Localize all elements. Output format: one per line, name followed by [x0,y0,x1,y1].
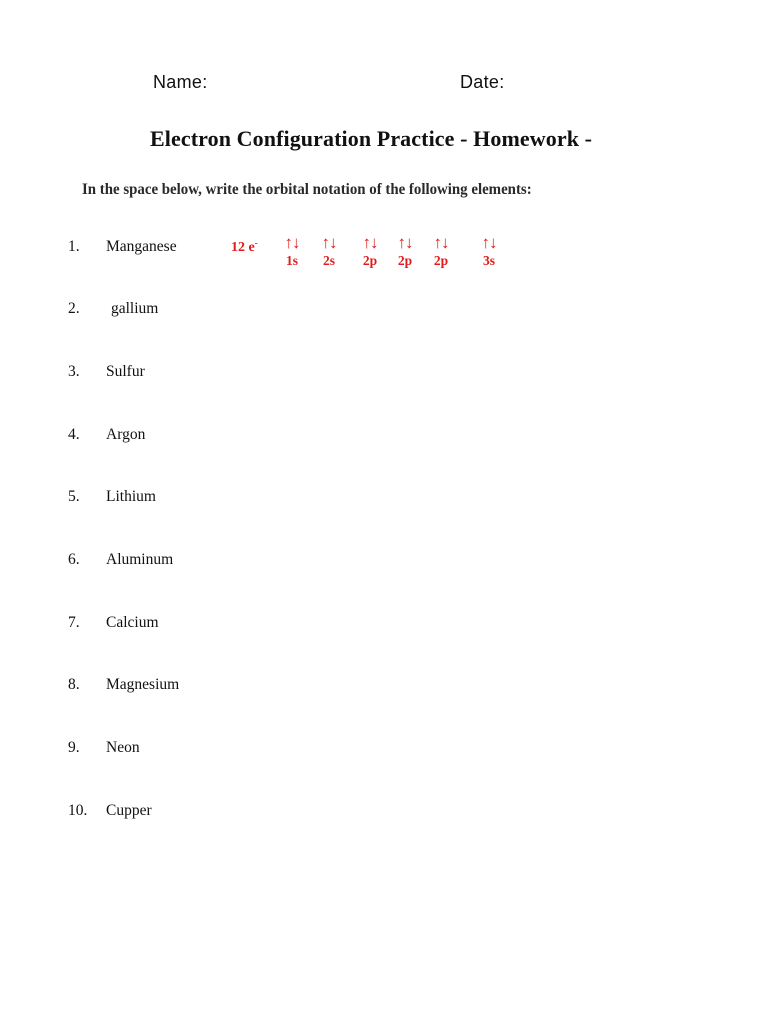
example-electron-count [231,238,258,256]
worksheet-title: Electron Configuration Practice - Homework - [150,126,593,151]
item-number: 3. [68,363,80,380]
element-name: Argon [106,426,146,443]
orbital-box-4 [390,233,420,269]
orbital-label: 2p [433,253,449,268]
element-name: Calcium [106,614,159,631]
date-label: Date: [460,72,505,92]
orbital-label: 2p [362,253,378,268]
element-name: Manganese [106,238,177,255]
list-item [68,551,173,569]
electron-count-text: 12 e [231,240,255,255]
list-item [68,488,156,506]
item-number: 6. [68,551,80,568]
orbital-arrows: ↑↓ [433,233,449,252]
item-number: 2. [68,300,80,317]
orbital-arrows: ↑↓ [481,233,497,252]
element-name: Aluminum [106,551,174,568]
orbital-label: 2s [322,253,335,268]
orbital-arrows: ↑↓ [284,233,300,252]
list-item [68,739,140,757]
orbital-box-2 [314,233,344,269]
list-item [68,676,179,694]
item-number: 7. [68,614,80,631]
item-number: 10. [68,802,88,819]
orbital-label: 2p [397,253,413,268]
instructions-text: In the space below, write the orbital notation of the following elements: [82,181,532,198]
orbital-box-6 [474,233,504,269]
element-name: Magnesium [106,676,180,693]
orbital-arrows: ↑↓ [321,233,337,252]
orbital-label: 1s [285,253,298,268]
orbital-arrows: ↑↓ [397,233,413,252]
item-number: 8. [68,676,80,693]
item-number: 9. [68,739,80,756]
list-item [68,614,159,632]
list-item [68,802,152,820]
element-name: Sulfur [106,363,145,380]
orbital-box-1 [277,233,307,269]
element-name: Cupper [106,802,152,819]
element-name: gallium [111,300,159,317]
item-number: 1. [68,238,80,255]
element-name: Lithium [106,488,156,505]
list-item [68,300,158,318]
orbital-label: 3s [482,253,495,268]
orbital-box-5 [426,233,456,269]
orbital-arrows: ↑↓ [362,233,378,252]
list-item [68,426,145,444]
item-number: 4. [68,426,80,443]
element-name: Neon [106,739,140,756]
name-label: Name: [153,72,208,92]
list-item [68,238,177,256]
item-number: 5. [68,488,80,505]
electron-count-superscript: - [254,238,258,248]
orbital-box-3 [355,233,385,269]
list-item [68,363,145,381]
